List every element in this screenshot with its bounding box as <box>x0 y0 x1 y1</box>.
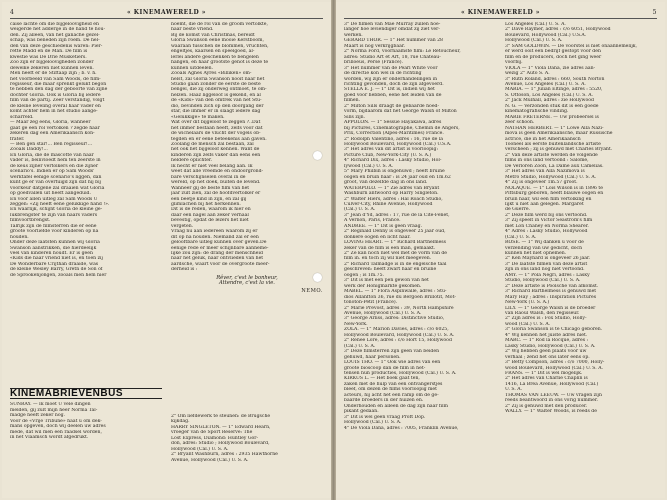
letter-line: ROSE. — 1° Wij danken u voor de <box>505 240 584 246</box>
text-line: Swanson aanstrikken, die hierdeelijk <box>10 245 97 251</box>
text-line: «Gelukkige» te maken. <box>171 114 225 120</box>
text-line: de kleine leveling overal haar vader en <box>10 103 101 109</box>
letter-line: 2° Ze kan noch niet wel met de vorm van de <box>344 251 448 257</box>
letter-line: richting gevonden, doch de zijn afgevoerd. <box>344 81 444 87</box>
letter-line: Washburn antwoord op Harry Singleton. <box>344 191 439 197</box>
letter-line: zeker van de film is een man, gemaakt. <box>344 245 436 251</box>
punch-hole-bottom <box>313 273 322 282</box>
text-line: gelooftbare uitleg kunnen over geven.De <box>171 240 267 246</box>
text-line: veel van kinderen houdt. Er is geen <box>10 251 93 257</box>
letter-line: 2° Milton Sills draagt de gebaarde hoed- <box>344 103 440 109</box>
text-line: — Maar zeg eens, Gloria, wanneer <box>10 120 91 126</box>
letter-line: werken. <box>344 32 363 38</box>
letter-line: Lost Express, Diamond: Huntley Gor- <box>171 435 259 441</box>
text-line: En waarlijk, schijnt Gloria de kleine ge- <box>10 207 103 213</box>
letter-line: Metro Studio, Hollywood (Cal.) U. S. A. <box>505 174 597 180</box>
left-page-number: 4 <box>10 9 15 16</box>
letter-line: oogen ; is 1m.75. <box>344 272 384 278</box>
text-line: zeggen: «Zij heeft eene gelukkige hand !». <box>10 201 110 207</box>
letter-line: 3° De filmen van Mae Murray zullen hoe- <box>344 22 441 27</box>
letter-line: Hollywood (Cal.) U. S. A. <box>171 446 229 452</box>
letter-line: VIOLA — 1° Viola Dana, zie adres aan- <box>505 65 596 71</box>
letter-line: 2° Jack Mulhall, adres : zie Hollywood <box>505 98 594 104</box>
letter-line: LOVING HEART. — 1° Richard Barthelmess <box>344 240 447 246</box>
text-line: rette Madd en de Man. De film is <box>10 49 88 55</box>
letter-line: MARIA. — 1° Julian Eltinge, adres : 5520, <box>505 87 603 93</box>
letter-line: 2° Wij hebben geen plaats voor uw <box>505 349 587 355</box>
letter-line: KIRKUS L. — Het boek gaat ten, <box>344 376 420 382</box>
letter-line: baarde broeders in der huizen en. <box>344 398 424 404</box>
letter-line: filmen. <box>344 98 361 104</box>
letter-line: de Guerre. <box>505 207 531 213</box>
letter-line: 4° Zij is ongeveer 1m.57 groot. <box>505 180 578 186</box>
letter-line: 3° Deze filmsterren zijn geen van beiden <box>344 349 440 355</box>
text-line: frater. <box>10 136 25 142</box>
letter-line: Prix, Correction (Alpes-Maritimes) France. <box>344 131 444 137</box>
letter-line: ZOLA. — 1° Marion Davies, adres : c/o 6025, <box>344 327 449 333</box>
letter-line: 3° Ruth Roland, adres : 660, South Norton <box>505 76 605 82</box>
letter-line: APPOLON. — 1° Sessue Hayakawa, adres <box>344 120 442 126</box>
letter-line: 3° Het adres van Alla Nazimova is <box>505 169 585 175</box>
text-line: Bij de komst van Christmas, bereidt <box>171 32 255 38</box>
text-line: jaar zult zien, zal de hoofdvertolker er <box>171 191 261 197</box>
text-line: kunt ge er van overtuigd zijn dat hij bij <box>10 180 102 186</box>
letter-line: lywood (Cal.) U. S. A. <box>344 163 394 169</box>
letter-line: Sills zijn. <box>344 114 366 120</box>
letter-line: lijkt u niet aan gelegen. Margaret <box>505 201 584 207</box>
letter-line: pikant gedaan. <box>344 409 379 415</box>
letter-line: 4° Richard Dix, adres : Lasky Studio, Hol- <box>344 158 442 164</box>
letter-line: 2° Marie Prévost, adres : 39, North Hampshire <box>344 305 454 311</box>
letter-line: film in. en toch zij wil niet meegeven. <box>344 256 432 262</box>
text-line: den van deze geschiedenis waren: Pier- <box>10 43 103 49</box>
letter-line: Studio, Hollywood (Cal.) U. S. A. <box>505 278 581 284</box>
text-line: En Gloria, die de mascotte van haar <box>10 152 94 158</box>
text-line: werktafel eenige scenario's liggen, dan <box>10 174 102 180</box>
letter-line: wezig 2° Auto S. A. <box>505 71 550 77</box>
letter-line: worden, wij zijn er onderhandelingen in <box>344 76 438 82</box>
text-line: Men heeft er de Stiftaap zijn ; b. v. h. <box>10 71 97 77</box>
text-line: Talrijk zijn de filmsterren die er eene <box>10 223 97 229</box>
letter-line: GERARD THOR. — 1° Het nummer van 28 <box>344 38 443 44</box>
letter-line: Hollywood Boulevard, Hollywood (Cal.) U. S. A. <box>344 332 455 338</box>
letter-line: zaken met de hulp van een ontvangerstjes <box>344 381 443 387</box>
letter-line: bleef, om dezen de films voorloopig met <box>344 387 437 393</box>
letter-line: films in ons land vertoond : Salomé, <box>505 158 589 164</box>
letter-line: AMY. — 1° Pola Negri, adres : Lasky <box>505 272 590 278</box>
text-line: wereld, op het doek, buiten de levend. <box>171 180 261 186</box>
text-line: regisseur, die maar sprenkt gelukt begon <box>10 81 107 87</box>
text-line: caise lachte om die bijgeloovigheid en <box>10 22 99 27</box>
text-line: Zoolang de mensch zal bestaan, zal <box>171 141 254 147</box>
text-line: lukbrengster te zijn van haars vaders <box>10 212 98 218</box>
letter-line: Mary Hay ; adres : Inspiration Pictures <box>505 294 597 300</box>
text-line: dit op na houden. Niemand zal er een <box>171 234 259 240</box>
letter-line: madge heeft zeker nog. <box>10 413 65 419</box>
letter-line: Avenue, Los Angeles (Cal.) U. S. A. <box>505 81 586 87</box>
letter-line: S. Ottoson, Los Angeles (Cal.) U. S. A. <box>505 92 593 98</box>
letter-line: MARC. — 1° Rod la Rocque, adres : <box>505 338 589 344</box>
right-page <box>336 2 665 498</box>
text-line: — Ben gen star!... Ben regisseur!... <box>10 141 93 147</box>
text-line: kinderen zijn zelfs vaker dan eens een <box>171 152 261 158</box>
letter-line: groot, van dezelfde dag in ons land. <box>344 180 428 186</box>
letter-line: 1416, La Brea Avenue, Hollywood (Cal.) <box>505 381 599 387</box>
letter-line: adres: Studio Art et Art, 18, rue Chateau- <box>344 54 441 60</box>
letter-line: (Cal.) U. S. A. <box>344 343 376 349</box>
letter-line: 3° Dit is wel geen vraag Proft Dop. <box>344 414 426 420</box>
poem-line-1: Rêver, c'est le bonheur, <box>216 274 278 281</box>
letter-line: vorm, bijdaarom dat het George Walsh of Milton <box>344 109 457 115</box>
letter-line: 2° Ken Maynard is ongeveer 26 jaar. <box>505 256 591 262</box>
letter-line: werk der Honigmarkte gekomen. <box>344 283 422 289</box>
author-signature: NEMO. <box>301 287 323 294</box>
text-line: vergeten. <box>171 223 194 229</box>
letter-line: verzending van uw gedicht, doch <box>505 245 583 251</box>
letter-line: brilloeus, Perse (France). <box>344 60 404 66</box>
letter-line: Picture Club, New-York-City (U. S. A.) <box>344 152 432 158</box>
text-line: star, die immer er in slaagt iedere dag <box>171 109 261 115</box>
letter-line: 4° Adres : Lasky Studio, Hollywood <box>505 229 588 235</box>
right-page-number: 5 <box>652 9 657 16</box>
text-line: helzen. Haaz liggeloof is gekend, en al <box>171 92 261 98</box>
letter-line: 4° Wij kennen het juiste adres niet. <box>505 332 588 338</box>
letter-line: mede, dat wil men een raadsel worden, <box>10 429 102 435</box>
letter-line: WATERPOLO. — 1° Zie adres van Bryant <box>344 185 440 191</box>
letter-line: voorbij. <box>505 60 523 66</box>
text-line: het immer bestaan heeft, zelfs voor dat <box>171 125 263 131</box>
letter-line: 2° Deze film werd bij ons vertoond. <box>505 212 588 218</box>
text-line: kwestie was De Drie Musketiers. <box>10 54 87 60</box>
text-line: naar het geluk, naar ontvlieden van het <box>171 256 264 262</box>
text-line: te hebben den dag der geboorte van zijne <box>10 87 108 93</box>
right-page-column-2 <box>505 22 657 415</box>
text-line: weet dat alle vreemde en ondoorgrond- <box>171 169 264 175</box>
letter-line: Tooneel als eerste buitenlandsche artiste <box>505 141 601 147</box>
text-line: Wanneer gij de beste film van het <box>171 185 250 191</box>
text-line: houden. <box>10 234 29 240</box>
letter-line: Boulevard, Hollywood (Cal.) U.S.A. <box>505 32 587 38</box>
letter-line: De Verloren Zoon, La Dame aux Camélias. <box>505 163 604 169</box>
text-line: glimlachen bij het herkennen. <box>171 201 241 207</box>
text-line: engeltjes, kaarsen en speelgoed, al- <box>171 49 255 55</box>
text-line: de kleine Wesley Barry, Gretn de Son of <box>10 267 103 273</box>
left-page <box>2 2 331 498</box>
letter-line: 3° Het nummer van de Pearl White voor <box>344 65 438 71</box>
letter-line: kunnen het niet opnemen. <box>505 251 567 257</box>
text-line: komt achter hem in het studio aange- <box>10 109 98 115</box>
letterbox-column-2 <box>171 414 323 463</box>
letter-line: Hollywood Boulevard, Hollywood (Cal.) U.S.A. <box>344 141 452 147</box>
letter-line: 3° SAM GOLDWIN. — De voorstel is niet onaannemelijk, <box>505 43 638 49</box>
text-line: daar een nagel aan zeker verhaal <box>171 212 249 218</box>
letter-line: 3° Jean d'Yd, adres : 17, rue de la Cité-Fenet, <box>344 212 450 218</box>
letter-line: MARIE FRETERNE. — Uw probeersel is <box>505 114 599 120</box>
letter-line: N. G. — Verzonden stuk dit is een goede <box>505 103 599 109</box>
text-line: de wichelaars de vlucht der vogels ob- <box>171 131 261 137</box>
letter-line: 3° Richard Barthelmess is gehuwd met <box>505 289 597 295</box>
text-line: derheid is : <box>171 267 198 273</box>
text-line: Wat over dit bijgeloof te zeggen ?..Dat <box>171 120 261 126</box>
text-line: scharreld. <box>10 114 34 120</box>
text-line: de «Kids» van den omtrek van het Stu- <box>171 98 262 104</box>
text-line: Zooals Agnes Ayres «Billiken» om- <box>171 71 252 77</box>
letter-line: wood Boulevard, Hollywood (Cal.) U. S. A. <box>505 365 603 371</box>
letter-line: Voor de «Vrije Tribune» haat u om dek- <box>10 418 102 424</box>
text-line: op goedvallen uit heeft aangeduid. <box>10 191 91 197</box>
letter-line: Pittsburg geboren, heeft blauwe oogen en <box>505 191 604 197</box>
letter-line: (Cal.) U. S. A. <box>344 207 376 213</box>
letter-line: van Raoul Walsh, den regisseur. <box>505 311 580 317</box>
letter-line: tonoton-Petit (France). <box>344 300 398 306</box>
letter-line: in het Vlaamsch wordt afgedrukt. <box>10 435 89 441</box>
letter-line: don, adres: Studio ; Hollywood Boulevard, <box>171 441 270 447</box>
letter-line: New-York (U. S. A.) <box>505 300 550 306</box>
letter-line: 2° Van deze artiste werden de volgende <box>505 152 598 158</box>
letter-line: tensen hun producties, Hollywood (Cal.) U. S. A. <box>344 371 457 376</box>
letter-line: groote bioscoop dan de film in het- <box>344 365 426 371</box>
letter-line: FRANS. — 1° Dit is wel mogelijk. <box>505 371 583 376</box>
letter-line: 2° Bryant Washburn, adres : 2935 Hawthorne <box>171 452 278 458</box>
letter-line: melden, gij zult mijn heer Norma Tal- <box>10 407 98 413</box>
text-line: het voorbeeld van Sam Woods, de film- <box>10 76 101 82</box>
letter-line: LILY. — 1° George Walsh is de broeder <box>505 305 596 311</box>
letter-line: NATHAN HERBERT. — 1° Lowe Alla Nazi- <box>505 125 604 131</box>
letterbox-column-1 <box>10 402 162 440</box>
letter-line: Avenue, Hollywood (Cal.) U. S. A. <box>344 311 422 317</box>
letter-line: 2° Rodolph Valentino, adres : 16, rue de la <box>344 136 444 142</box>
letter-line: geschreven: heeft zwart haar en bruine <box>344 267 437 273</box>
letter-line: met Lon Chaney en Norma Shearer. <box>505 223 589 229</box>
letter-line: 2° Het adres van Charlie Chaplin is <box>505 376 588 382</box>
text-line: de keus zijner vertolkers en die zijner <box>10 163 99 169</box>
text-line: vader is, beinvloedt hem ten zeerste in <box>10 158 101 164</box>
text-line: een beetje kind in zijn, en zal gij <box>171 196 247 202</box>
text-line: waaraan tusschen de blommen, vruchten, <box>171 43 269 49</box>
text-line: bengel, die zij onderweg ontmoet, te om- <box>171 87 267 93</box>
letter-line: Maart is nog verkrijgbaar. <box>344 43 405 49</box>
letter-line: Hollywood (Cal.) U. S. A. <box>344 420 402 426</box>
text-line: En voor allen uitleg zal Sam Woods U <box>10 196 98 202</box>
letter-line: STELLA E. J. — 1° Dit is, indien wij het <box>344 87 435 93</box>
left-page-header-title: « KINEMAWERELD » <box>126 9 207 16</box>
letter-line: Lasky Studio, Hollywood (Cal.) U. S. A. <box>505 343 596 349</box>
text-line: dewelke zekeren niet kunnen leven. <box>10 65 94 71</box>
text-line: den. Zij alleen, van het ganache gezel- <box>10 32 100 38</box>
letter-line: 3° Zij speelt in Victor Seastrom's film <box>505 218 593 224</box>
text-line: kunnen uitdeelen. <box>171 65 214 71</box>
letter-line: acteurs, hij acht het een ramp om de ge- <box>344 392 439 398</box>
text-line: helst, zal Gloria Swanson nooit naar het <box>171 76 265 82</box>
text-line: Dit is de reden, waarom ik hier en <box>171 207 251 213</box>
text-line: Gloria Swanson eene mooie Kerstboom, <box>171 38 264 44</box>
letter-line: verhaal ; zend het ons later eens op. <box>505 354 590 360</box>
letter-line: 3° Betty Compson, adres : c/o 7000, Holly- <box>505 360 605 366</box>
letter-line: gehuwd, haar personen. <box>344 354 401 360</box>
right-page-header-title: « KINEMAWERELD » <box>460 9 541 16</box>
letter-line: WALLY. — 1° Walter Woods, is reeds de <box>505 409 597 415</box>
text-line: filmvoortbrengst. <box>10 218 51 224</box>
poem <box>171 276 323 287</box>
letter-line: MABEL. — 1° Flora Aspinwalle, adres : Stu- <box>344 289 447 295</box>
letter-line: actrice, die in het Amerikaansch <box>505 136 581 142</box>
letter-line: New-York. <box>344 321 368 327</box>
text-line: het ook het bijgeloof kennen. Want de <box>171 147 260 153</box>
letter-line: 2° Deze artiste is Poolsche van afkomst. <box>505 283 599 289</box>
text-line: dochter Gloria. Ook is Gloria bij iedere <box>10 92 101 98</box>
letter-line: 2° Walter Hiers, adres : Hal Roach Studio, <box>344 196 443 202</box>
letter-line: dios Allanfton 36, rue du Bergoen Brillotit, Mot- <box>344 294 456 300</box>
letter-line: U. S. A. <box>505 387 523 393</box>
letter-line: ANDREE. — 1° Dit is geen vraag. <box>344 223 423 229</box>
text-line: Ik hecht er niet veel belang aan. Ik <box>171 163 253 169</box>
punch-hole-top <box>313 151 322 160</box>
letter-line: goed voor hebben, eene het leiden van de <box>344 92 442 98</box>
letter-line: 2° Om liefdewerk te steunen: de Brugsche <box>171 414 271 419</box>
letter-line: reeds beantwoord in ons vorig nummer. <box>505 398 599 404</box>
letter-line: zeer schoon. <box>505 120 535 126</box>
letter-line: Hollywood (Cal.) U. S. A. <box>505 38 563 44</box>
letter-line: A Vernon, Paris, France. <box>344 218 401 224</box>
letter-line: 3° Dit is met een pen gewon van het <box>344 278 429 284</box>
left-page-column-2 <box>171 22 323 294</box>
letter-line: HARRY SINGLETON. — 1° Edward Hearn, <box>171 424 271 430</box>
letter-line: 2° Reginald Denny is ongeveer 25 jaar oud, <box>344 229 446 235</box>
text-line: bevestig, opdat de lezers het niet <box>171 218 249 224</box>
text-line: Vraag nu aan iedereen waarom zij er <box>171 229 258 235</box>
letterbox-title: KINEMABRIEVENBUS <box>10 388 162 399</box>
text-line: film van de partij. Zeer verstandig, volgt <box>10 98 105 104</box>
text-line: haar beste vriend. <box>171 27 214 33</box>
text-line: lerlei andere geschenken te bengelen <box>171 54 259 60</box>
letter-line: 2° Dave Raymer, adres : c/o 6051, Hollywood <box>505 27 611 33</box>
text-line: «Kids die haar vriend niet is, en toen zij <box>10 256 103 262</box>
letter-line: Culver-City, Rhine Avenue, Hollywood <box>344 201 433 207</box>
letter-line: 2° Richard Talmadge is in de engelsche taal <box>344 261 447 267</box>
letter-line: zijn in ons land nog niet vertoond. <box>505 267 585 273</box>
letter-line: 2° Zij is gehuwd met den producer. <box>505 403 588 409</box>
letter-line: langer hoe leviendiger omdat zij ziet ver- <box>344 27 440 33</box>
letter-line: NOLAQUE. — 1° Lois Wilson is in 1896 te <box>505 185 603 191</box>
text-line: groote voorliefde voor kinderen op na <box>10 229 99 235</box>
letter-line: kijkdag. <box>171 419 190 425</box>
letter-line: Los Angeles (Cal.) U. S. A. <box>505 22 566 27</box>
letter-line: 3° Gloria Swanson is te Chicago geboren. <box>505 327 603 333</box>
text-line: weigerde het adderije in de hand te hou- <box>10 27 106 33</box>
text-line: De Wonderbare Crijthan draaide, was <box>10 261 99 267</box>
letter-line: Onderhouden en alleen de dag zijn naar film <box>344 403 448 409</box>
letter-line: 3° Het adres van dit artist is voorloopig: <box>344 147 439 153</box>
letter-line: Avenue, Hollywood (Cal.) U. S. A. <box>171 457 249 463</box>
text-line: dio, bevinden zich op den doorgang der <box>171 103 264 109</box>
text-line: de Sprookenjongen, zooals men hem hier <box>10 272 107 278</box>
left-page-column-2-text <box>171 22 323 273</box>
letter-line: (Cal.) U. S. A. <box>505 234 537 240</box>
letter-line: 2° Norma Ford, voornaamste film: Le Retoucheur, <box>344 49 461 55</box>
letter-line: THOMAS VAN LEEUW. — Uw vragen zijn <box>505 392 602 398</box>
text-line: Zoo zijn er bijgeloovigheden zonder <box>10 60 94 66</box>
letter-line: kinematografische vinding. <box>505 109 569 115</box>
text-line: eenige rede er meer schijnbare aanneme- <box>171 245 269 251</box>
letter-line: donkere oogen en licht haar. <box>344 234 411 240</box>
letter-line: vroeger van de Sport Reserve: The <box>171 430 253 436</box>
text-line: scenario's. Indien er op Sam Woods' <box>10 169 95 175</box>
text-line: tegden en er eene beteekenis aan gaven. <box>171 136 267 142</box>
letter-line: 5° Mary Philbin is ongehuwd ; heeft bruine <box>344 169 445 175</box>
letter-line: mans opgeven, doch wij deelen uw adres <box>10 424 106 430</box>
letter-line: 2° Renée Lore, adres : c/o Hort 15, Hollywood <box>344 338 452 344</box>
letter-line: 3° George Arliss, adres: Distinctive Studio, <box>344 316 445 322</box>
text-line: voorkeur datgene zal draaien wat Gloria <box>10 185 105 191</box>
letter-line: bruin haar, wil een film vertolking en <box>505 196 592 202</box>
left-page-header <box>10 8 323 19</box>
letter-line: de directie kon wel in de richting <box>344 71 422 77</box>
right-page-header <box>344 8 657 19</box>
letter-line: 4° De Viola Dana, adres : 7005, Franklin Avenue, <box>344 425 459 431</box>
text-line: lijke zou zijn: de drang der menschheid <box>171 251 263 257</box>
text-line: gaat ge een rol vertolken ? zegde haar <box>10 125 100 131</box>
letterbox-section <box>10 382 162 441</box>
letter-line: SUNRAY. — Ik moet U vele dingen <box>10 402 91 408</box>
letter-line: mova is geen Amerikaansche, maar Russische <box>505 131 613 137</box>
letter-line: film en de producers, doch het ging weer <box>505 54 602 60</box>
letter-line: LOUIS THO. — 1° Ook wie adres van een <box>344 360 441 366</box>
left-page-column-1 <box>10 22 162 278</box>
right-page-column-1 <box>344 22 496 431</box>
letter-line: 2° Zijn adres is : Fox Studio, Holly- <box>505 316 587 322</box>
text-line: Studio gaan zonder de eerste de beste <box>171 81 261 87</box>
letter-line: 3° De laatste filmen van deze artist <box>505 261 588 267</box>
letter-line: er werd ooit een bedrijf gestopt voor den <box>505 49 601 55</box>
text-line: heldere oplichter. <box>171 158 213 164</box>
text-line: hangen, en haar grootste genot is deze te <box>171 60 269 66</box>
letter-line: bij Pictures, Cinematographe, Chemin de Angers, <box>344 125 460 131</box>
text-line: Zooals Daddy!... <box>10 147 48 153</box>
poem-line-2: Attendre, c'est la vie. <box>219 280 275 287</box>
text-line: bare verschijnselen overal in de <box>171 174 246 180</box>
letter-line: oogen en bruin haar : is 24 jaar oud en 1m.62 <box>344 174 451 180</box>
text-line: noemt, die de rol van de groom vertolkte, <box>171 22 268 27</box>
text-line: Onder deze laatsten kunnen wij Gloria <box>10 240 100 246</box>
text-line: schap, was beneden zijn roem. De hel- <box>10 38 100 44</box>
text-line: zekeren dag een Amerikaansch kon- <box>10 131 95 137</box>
text-line: aardsche, waart voor de overgroote meer- <box>171 261 270 267</box>
letter-line: verscheen ; zij is gehuwd met Charles Bryant. <box>505 147 613 153</box>
letter-line: wood (Cal.) U. S. A. <box>505 321 551 327</box>
